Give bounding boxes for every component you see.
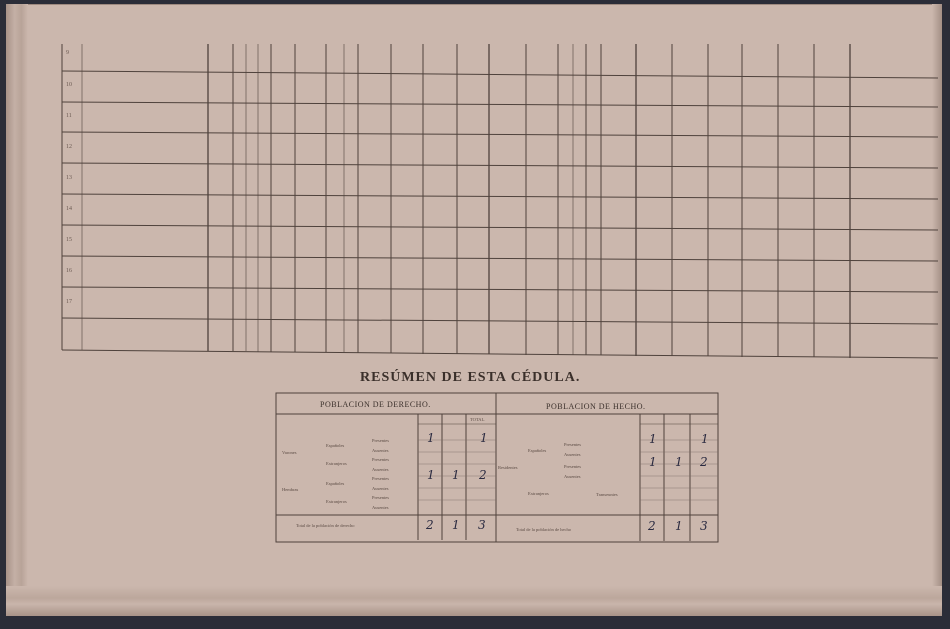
hand-value: 1 (675, 519, 683, 533)
row-label: Presentes (372, 476, 389, 481)
left-table-header: POBLACION DE DERECHO. (320, 400, 431, 409)
row-number: 15 (66, 237, 72, 243)
sub-label: Extranjeros (326, 461, 347, 466)
row-label: Presentes (372, 457, 389, 462)
hand-value: 1 (480, 431, 488, 445)
row-label: Ausentes (372, 448, 389, 453)
hand-value: 1 (649, 455, 657, 469)
summary-row-lines (418, 440, 718, 500)
hand-value: 2 (700, 455, 708, 469)
hand-value: 1 (452, 468, 460, 482)
row-number: 17 (66, 299, 72, 305)
group-label: Hembras (282, 487, 299, 492)
row-label: Transeuntes (596, 492, 618, 497)
left-footer-label: Total de la población de derecho (296, 523, 355, 528)
summary-title: RESÚMEN DE ESTA CÉDULA. (360, 370, 581, 385)
row-number: 14 (66, 206, 72, 212)
hand-value: 3 (700, 519, 708, 533)
hand-value: 2 (479, 468, 487, 482)
row-label: Presentes (564, 442, 581, 447)
row-label: Presentes (372, 495, 389, 500)
hand-value: 1 (427, 468, 435, 482)
sub-label: Españoles (528, 448, 547, 453)
hand-value: 1 (452, 518, 460, 532)
hand-value: 1 (675, 455, 683, 469)
sub-label: Extranjeros (528, 491, 549, 496)
row-label: Ausentes (372, 467, 389, 472)
hand-value: 2 (426, 518, 434, 532)
hand-value: 1 (701, 432, 709, 446)
row-label: Presentes (372, 438, 389, 443)
row-number: 12 (66, 144, 72, 150)
left-total-label: TOTAL. (470, 417, 486, 422)
row-number: 10 (66, 82, 72, 88)
grid-lines (62, 44, 938, 358)
row-label: Ausentes (564, 474, 581, 479)
row-label: Presentes (564, 464, 581, 469)
row-number: 11 (66, 113, 72, 119)
hand-value: 2 (648, 519, 656, 533)
hand-value: 1 (427, 431, 435, 445)
row-number: 16 (66, 268, 72, 274)
right-table-header: POBLACION DE HECHO. (546, 402, 646, 411)
row-label: Ausentes (372, 486, 389, 491)
group-label: Residentes (498, 465, 518, 470)
hand-value: 3 (478, 518, 486, 532)
row-label: Ausentes (564, 452, 581, 457)
row-number: 13 (66, 175, 72, 181)
sub-label: Españoles (326, 443, 345, 448)
row-number: 9 (66, 50, 69, 56)
row-label: Ausentes (372, 505, 389, 510)
right-footer-label: Total de la población de hecho (516, 527, 572, 532)
hand-value: 1 (649, 432, 657, 446)
sub-label: Españoles (326, 481, 345, 486)
sub-label: Extranjeros (326, 499, 347, 504)
group-label: Varones (282, 450, 297, 455)
